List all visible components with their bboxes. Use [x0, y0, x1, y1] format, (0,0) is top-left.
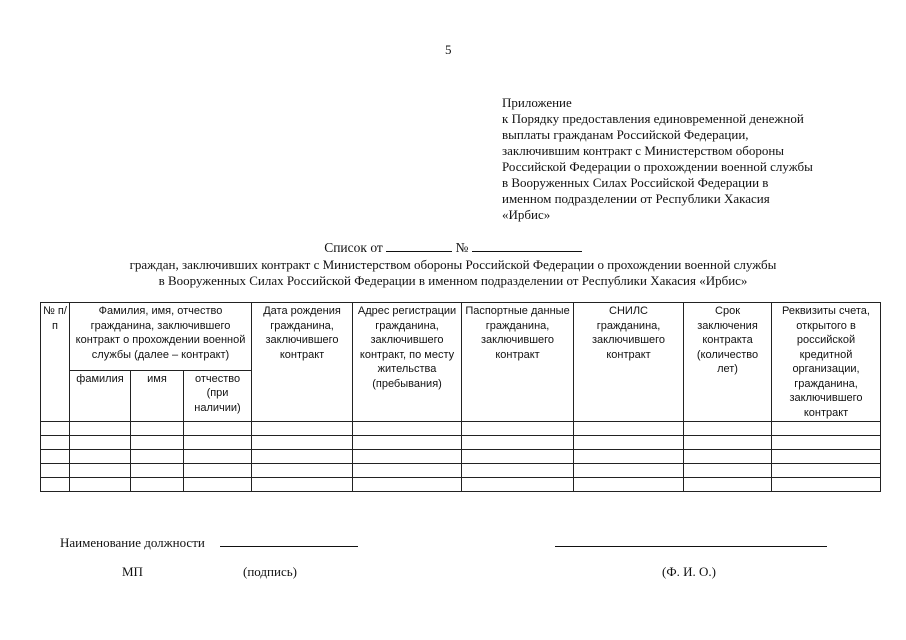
header-patronymic: отчество (при наличии): [184, 370, 252, 421]
header-surname: фамилия: [70, 370, 131, 421]
header-fio-group: Фамилия, имя, отчество гражданина, заключившего контракт о прохождении военной службы (далее – контракт): [70, 303, 252, 371]
appendix-line: Приложение: [502, 95, 572, 110]
position-blank-line: [220, 546, 358, 547]
appendix-line: именном подразделении от Республики Хакасия: [502, 191, 770, 206]
appendix-line: заключившим контракт с Министерством обороны: [502, 143, 785, 158]
page-number: 5: [445, 42, 452, 57]
header-passport: Паспортные данные гражданина, заключившего контракт: [462, 303, 574, 422]
table-header-row: [41, 303, 881, 371]
date-blank: [386, 239, 452, 252]
appendix-line: выплаты гражданам Российской Федерации,: [502, 127, 749, 142]
appendix-line: к Порядку предоставления единовременной денежной: [502, 111, 804, 126]
position-label: Наименование должности: [60, 535, 205, 550]
number-sign: №: [455, 240, 469, 255]
appendix-note: [502, 95, 842, 223]
number-blank: [472, 239, 582, 252]
signature-label: (подпись): [243, 564, 297, 579]
table-row: [41, 478, 881, 492]
header-snils: СНИЛС гражданина, заключившего контракт: [574, 303, 684, 422]
fio-blank-line: [555, 546, 827, 547]
list-title: [0, 239, 906, 256]
list-subtitle-line-2: в Вооруженных Силах Российской Федерации в именном подразделении от Республики Хакасия «Ирбис»: [158, 273, 748, 288]
appendix-line: Российской Федерации о прохождении военной службы: [502, 159, 813, 174]
appendix-line: «Ирбис»: [502, 207, 551, 222]
list-subtitle-line-1: граждан, заключивших контракт с Министерством обороны Российской Федерации о прохождении военной службы: [129, 257, 777, 272]
header-number: № п/п: [41, 303, 70, 422]
table-row: [41, 422, 881, 436]
stamp-label: МП: [122, 564, 143, 579]
table-row: [41, 436, 881, 450]
table-row: [41, 450, 881, 464]
header-bank-details: Реквизиты счета, открытого в российской кредитной организации, гражданина, заключившего контракт: [772, 303, 881, 422]
header-address: Адрес регистрации гражданина, заключившего контракт, по месту жительства (пребывания): [353, 303, 462, 422]
header-birth-date: Дата рождения гражданина, заключившего контракт: [252, 303, 353, 422]
list-title-prefix: Список от: [324, 240, 383, 255]
header-term: Срок заключения контракта (количество лет): [684, 303, 772, 422]
recipients-table: [40, 302, 881, 492]
fio-label: (Ф. И. О.): [662, 564, 716, 579]
table-row: [41, 464, 881, 478]
appendix-line: в Вооруженных Силах Российской Федерации в: [502, 175, 769, 190]
header-name: имя: [131, 370, 184, 421]
